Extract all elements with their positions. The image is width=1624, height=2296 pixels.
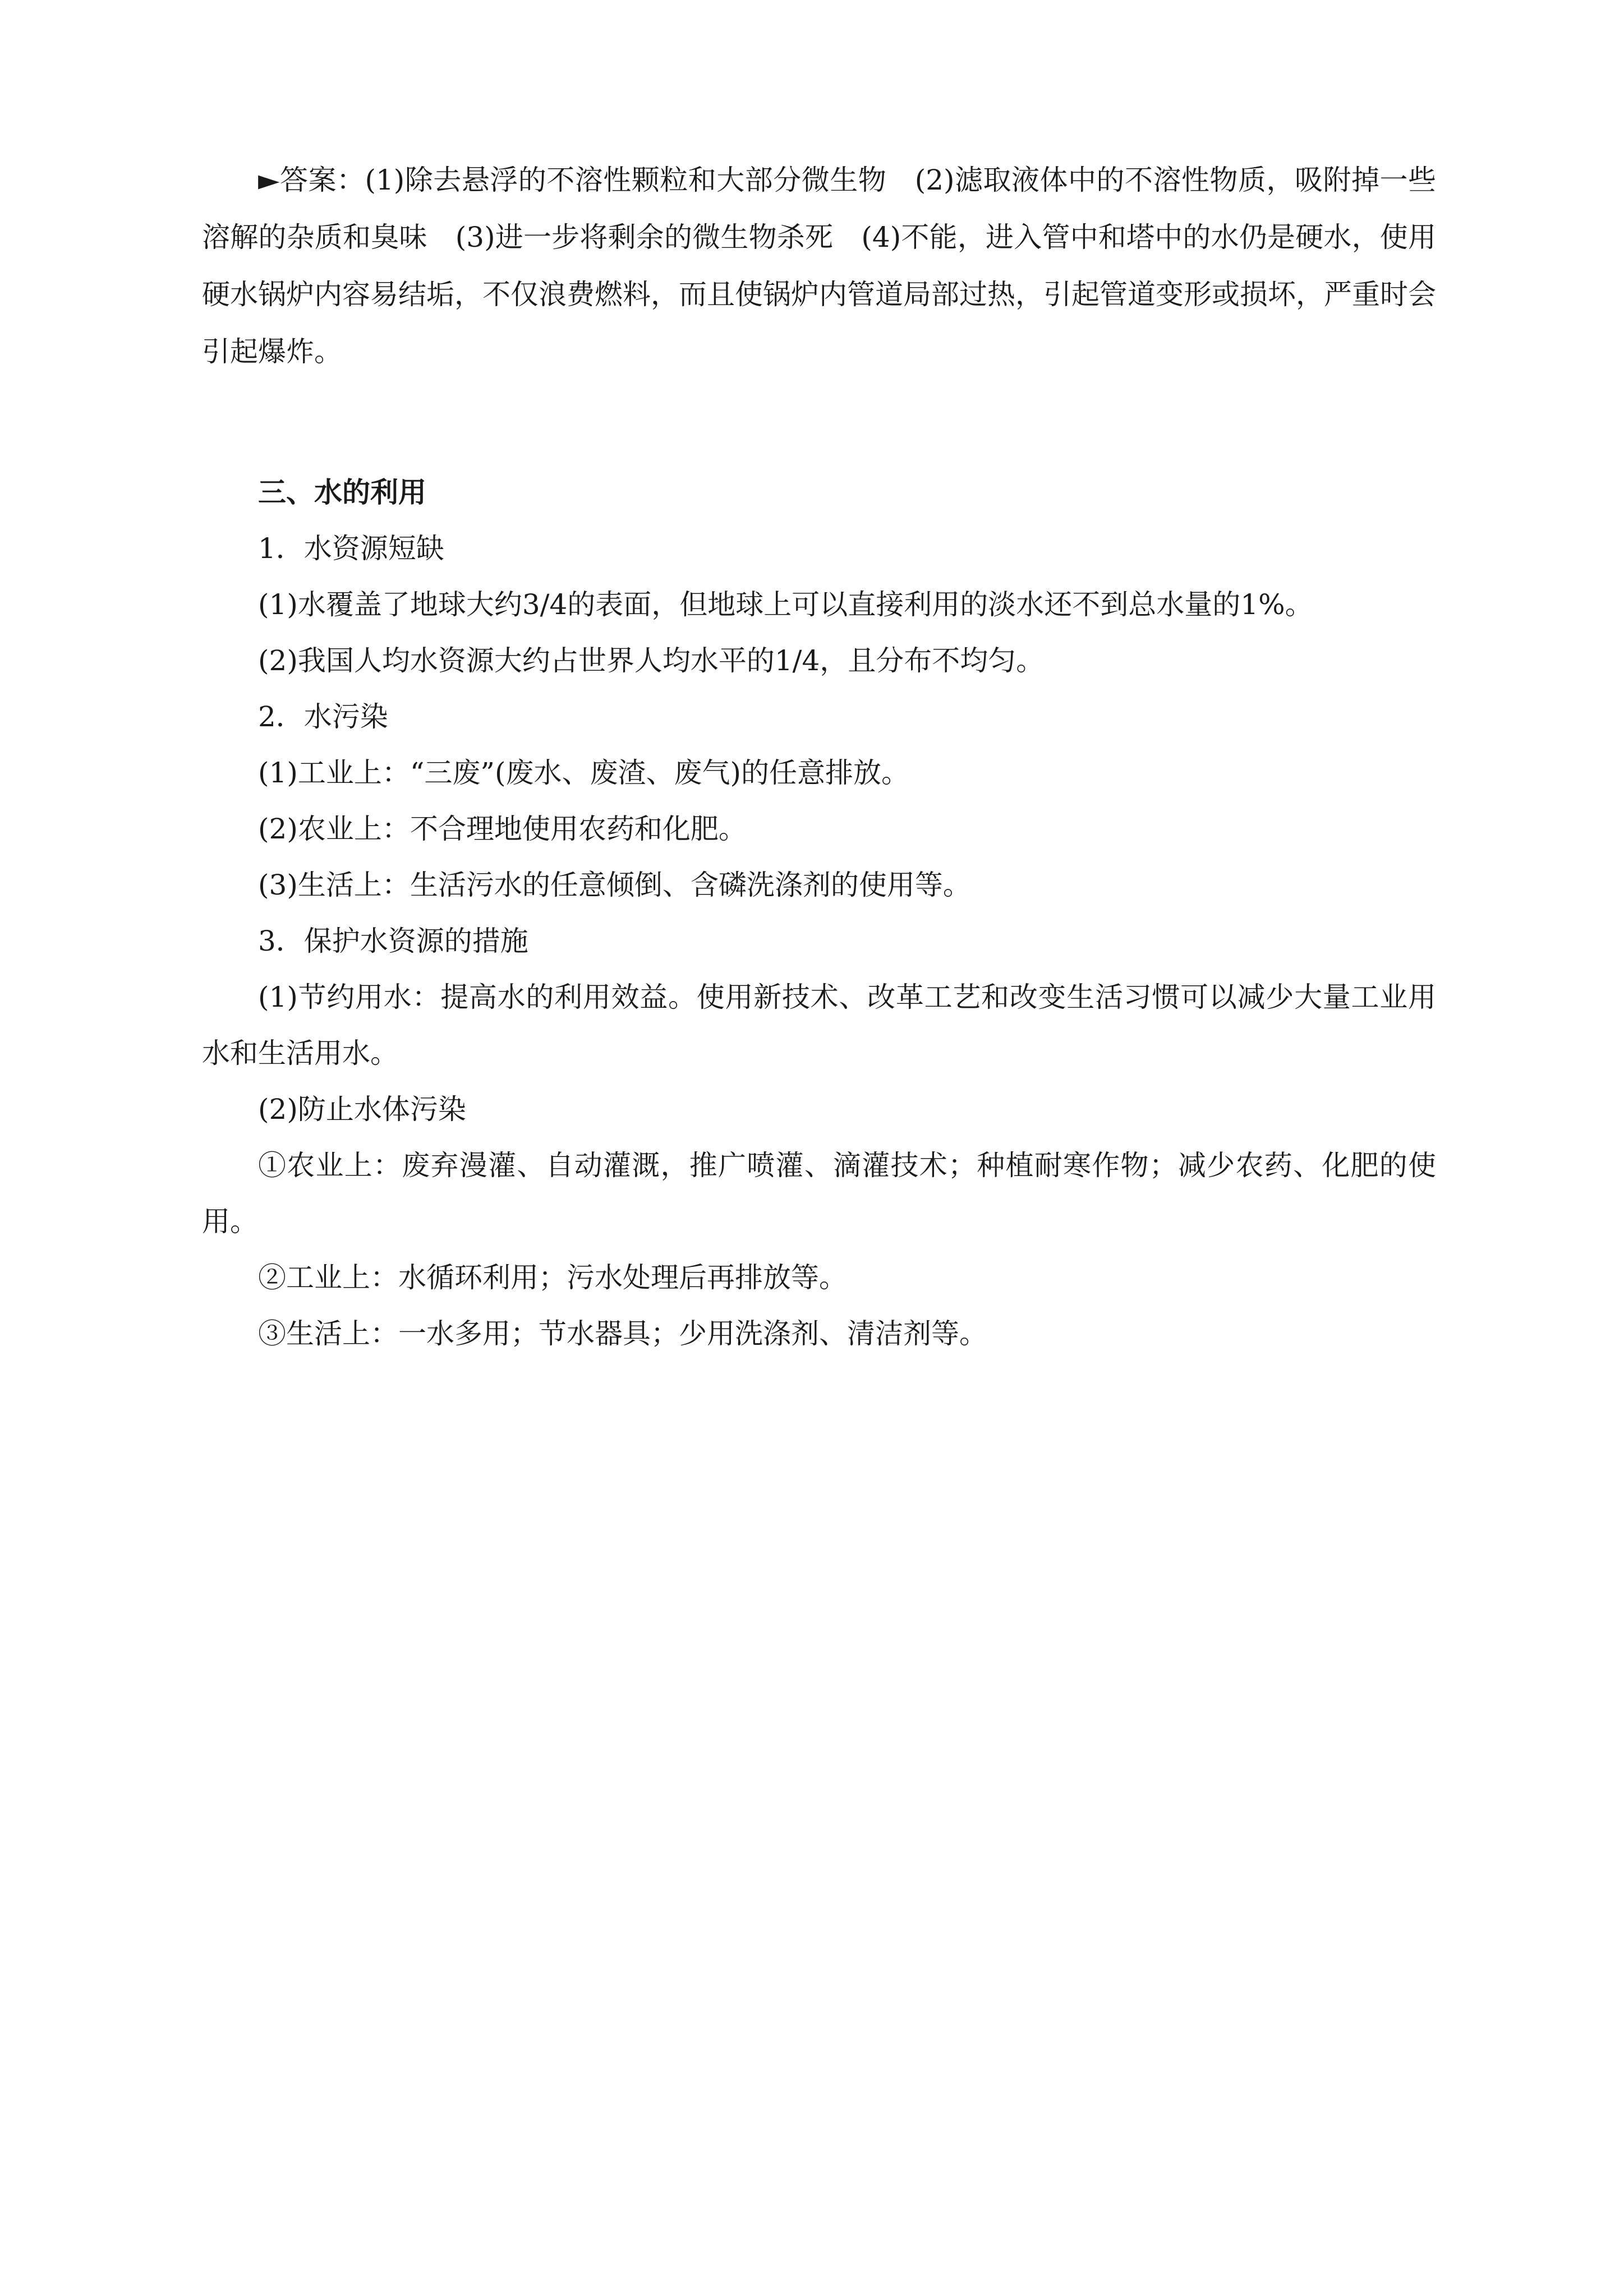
topic-1-point-1: (1)水覆盖了地球大约3/4的表面，但地球上可以直接利用的淡水还不到总水量的1%。 <box>258 588 1313 621</box>
section-heading: 三、水的利用 <box>258 476 426 509</box>
topic-3-point-1: (1)节约用水：提高水的利用效益。使用新技术、改革工艺和改变生活习惯可以减少大量工业用水和生活用水。 <box>202 981 1436 1069</box>
topic-3-sub-1: ①农业上：废弃漫灌、自动灌溉，推广喷灌、滴灌技术；种植耐寒作物；减少农药、化肥的使用。 <box>202 1149 1436 1238</box>
topic-1-point-2: (2)我国人均水资源大约占世界人均水平的1/4，且分布不均匀。 <box>258 644 1045 677</box>
topic-1-title: 1．水资源短缺 <box>258 532 444 565</box>
topic-2-point-1: (1)工业上：“三废”(废水、废渣、废气)的任意排放。 <box>258 757 909 789</box>
topic-3-title: 3．保护水资源的措施 <box>258 925 528 957</box>
topic-3-sub-3: ③生活上：一水多用；节水器具；少用洗涤剂、清洁剂等。 <box>258 1317 987 1350</box>
topic-2-point-2: (2)农业上：不合理地使用农药和化肥。 <box>258 813 747 845</box>
topic-3-point-2: (2)防止水体污染 <box>258 1093 466 1126</box>
page-content <box>202 151 1436 1362</box>
topic-3-sub-2: ②工业上：水循环利用；污水处理后再排放等。 <box>258 1261 847 1294</box>
section-spacer <box>202 380 1436 464</box>
topic-2-point-3: (3)生活上：生活污水的任意倾倒、含磷洗涤剂的使用等。 <box>258 869 971 901</box>
answer-paragraph: ►答案：(1)除去悬浮的不溶性颗粒和大部分微生物 (2)滤取液体中的不溶性物质，吸附掉一些溶解的杂质和臭味 (3)进一步将剩余的微生物杀死 (4)不能，进入管中和塔中的水仍是硬水，使用硬水锅炉内容易结垢，不仅浪费燃料，而且使锅炉内管道局部过热，引起管道变形或损坏，严重时会引起爆炸。 <box>202 164 1436 368</box>
topic-2-title: 2．水污染 <box>258 700 388 733</box>
